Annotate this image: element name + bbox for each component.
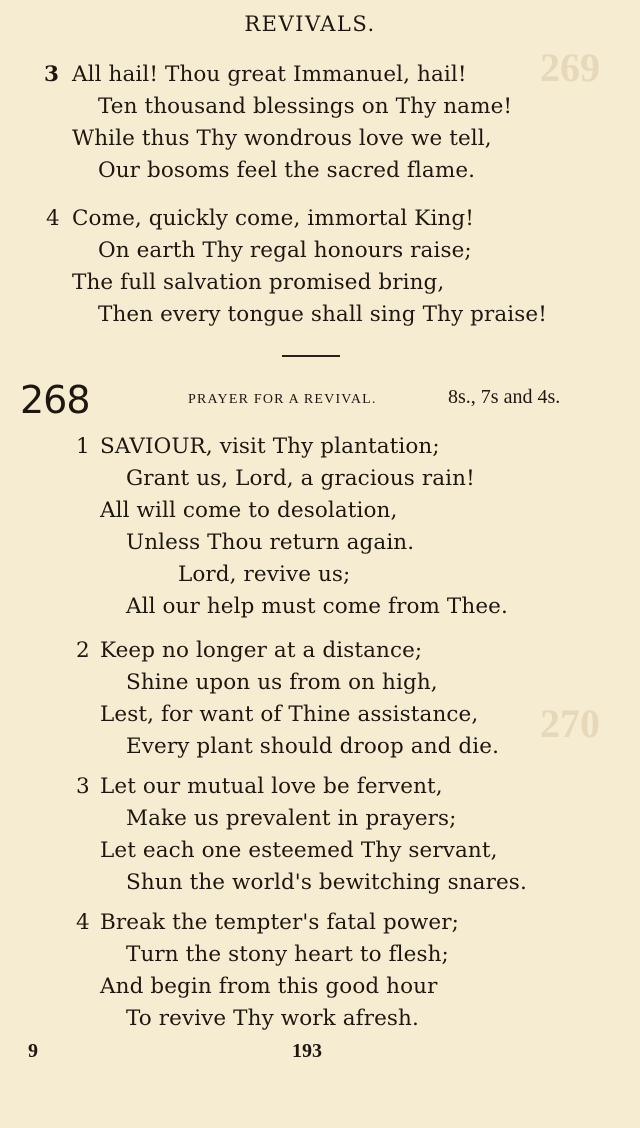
verse-line: Come, quickly come, immortal King! [72,206,474,231]
verse-line: SAVIOUR, visit Thy plantation; [100,434,440,459]
verse-number: 2 [76,638,90,663]
verse-line: Ten thousand blessings on Thy name! [98,94,513,119]
verse-number: 3 [76,774,90,799]
verse-line: The full salvation promised bring, [72,270,445,295]
show-through-number: 270 [540,701,600,746]
page-header: REVIVALS. [244,12,376,36]
verse-number: 4 [76,910,90,935]
verse-number: 3 [44,62,59,87]
verse-line: All hail! Thou great Immanuel, hail! [72,62,467,87]
verse-line: Let our mutual love be fervent, [100,774,443,799]
hymn-title: PRAYER FOR A REVIVAL. [188,392,377,407]
verse-line: Shine upon us from on high, [126,670,438,695]
verse-line: Every plant should droop and die. [126,734,500,759]
verse-line: Lest, for want of Thine assistance, [100,702,479,727]
verse-line: To revive Thy work afresh. [126,1006,419,1031]
verse-line: Then every tongue shall sing Thy praise! [98,302,547,327]
verse-number: 4 [46,206,60,231]
verse-line: Let each one esteemed Thy servant, [100,838,498,863]
verse-line: Turn the stony heart to flesh; [126,942,449,967]
verse-line: Shun the world's bewitching snares. [126,870,527,895]
verse-line: Keep no longer at a distance; [100,638,423,663]
verse-line: Our bosoms feel the sacred flame. [98,158,476,183]
verse-line: Lord, revive us; [178,562,351,587]
hymn-number: 268 [20,378,90,422]
signature-mark: 9 [28,1040,38,1062]
verse-line: All will come to desolation, [100,498,398,523]
show-through-number: 269 [540,45,600,90]
verse-line: All our help must come from Thee. [126,594,508,619]
verse-line: Break the tempter's fatal power; [100,910,459,935]
hymn-meter: 8s., 7s and 4s. [448,386,561,408]
section-divider [282,355,340,357]
verse-line: Unless Thou return again. [126,530,415,555]
verse-line: Make us prevalent in prayers; [126,806,457,831]
verse-line: On earth Thy regal honours raise; [98,238,472,263]
page-number: 193 [292,1040,322,1062]
verse-line: And begin from this good hour [100,974,438,999]
verse-line: While thus Thy wondrous love we tell, [72,126,492,151]
verse-line: Grant us, Lord, a gracious rain! [126,466,475,491]
verse-number: 1 [76,434,90,459]
